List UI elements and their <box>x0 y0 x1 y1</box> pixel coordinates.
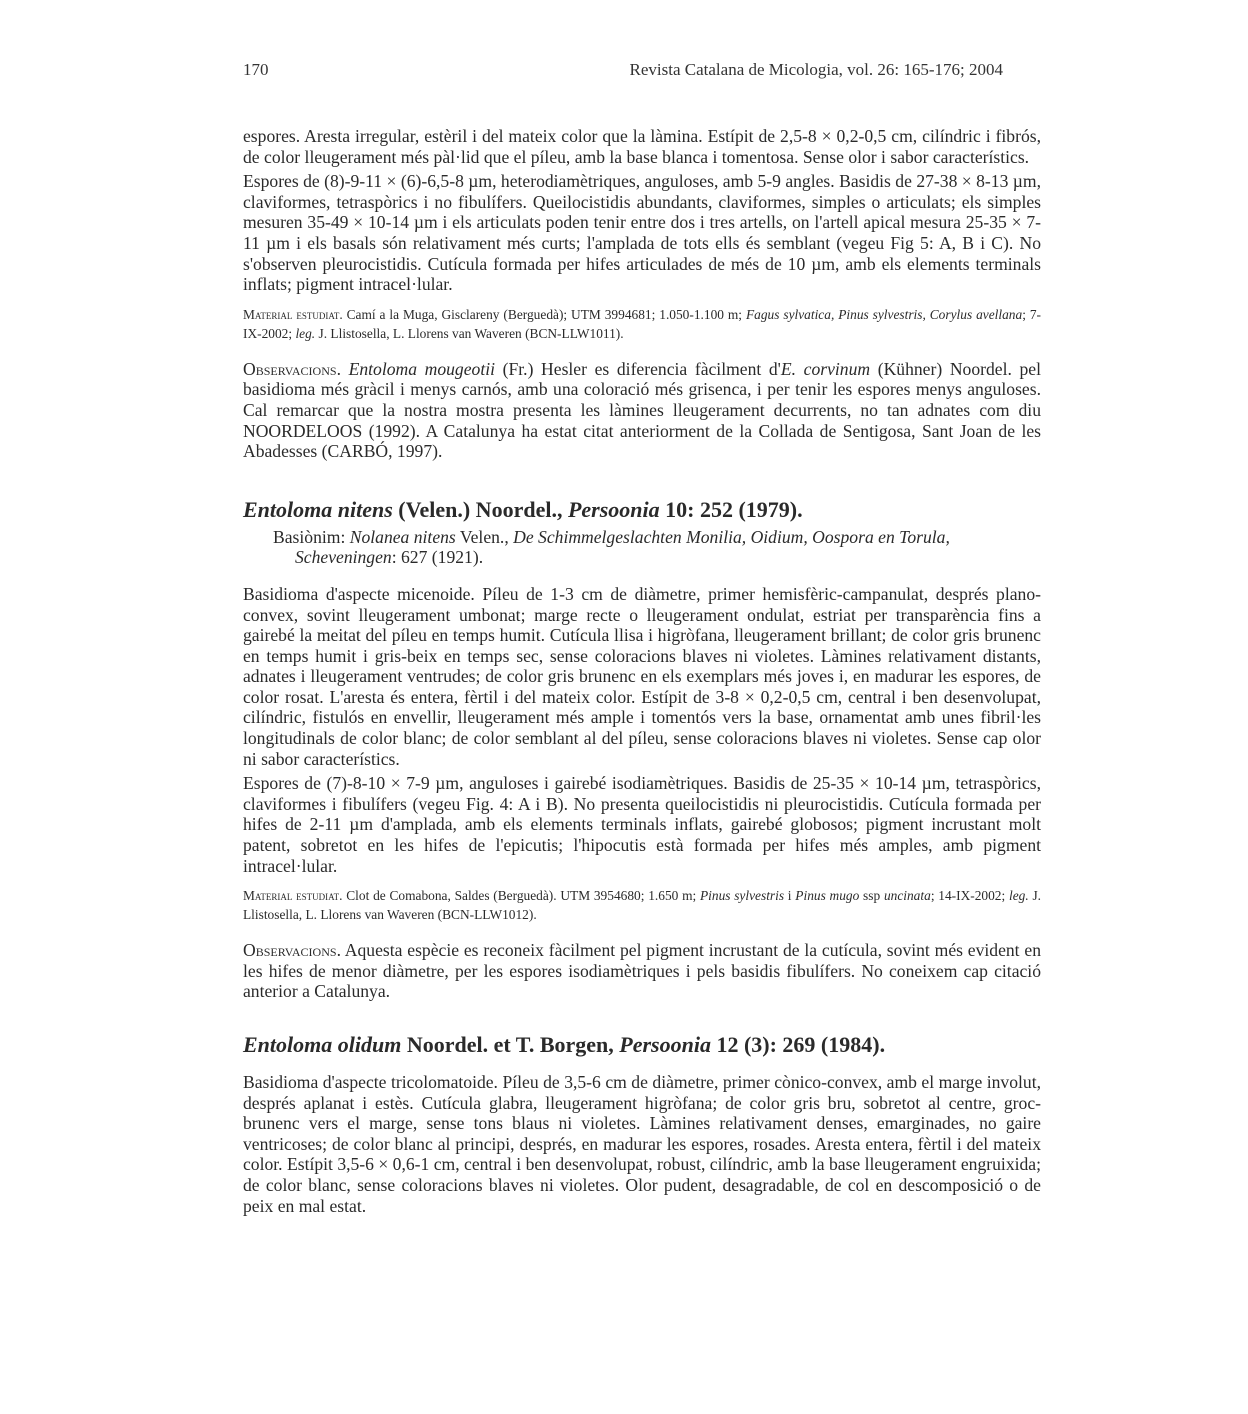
material-text: . Camí a la Muga, Gisclareny (Berguedà); UTM 3994681; 1.050-1.100 m; <box>339 306 746 322</box>
material-leg: leg. <box>295 325 316 341</box>
material-text: J. Llistosella, L. Llorens van Waveren (BCN-LLW1011). <box>315 325 624 341</box>
journal-page <box>243 60 1041 1216</box>
observations-text: (Fr.) Hesler es diferencia fàcilment d' <box>495 358 781 379</box>
basionym <box>273 527 1041 568</box>
species-ref: 12 (3): 269 (1984). <box>710 1032 886 1057</box>
species-title-olidum <box>243 1032 1041 1058</box>
material-label: Material estudiat <box>243 306 340 322</box>
olidum-description: Basidioma d'aspecte tricolomatoide. Píleu de 3,5-6 cm de diàmetre, primer cònico-convex, amb el marge involut, després aplanat i estès. Cutícula glabra, lleugerament higròfana; de color gris bru, sobretot al centre, groc-brunenc vers el marge, sense tons blaus ni violetes. Làmines relativament denses, emarginades, no gaire ventricoses; de color blanc al principi, després, en madurar les espores, rosades. Aresta entera, fèrtil i del mateix color. Estípit 3,5-6 × 0,6-1 cm, central i ben desenvolupat, robust, cilíndric, amb la base lleugerament engruixida; de color blanc, sense coloracions blaves ni violetes. Olor pudent, desagradable, de col en descomposició o de peix en mal estat. <box>243 1072 1041 1216</box>
nitens-description: Basidioma d'aspecte micenoide. Píleu de 1-3 cm de diàmetre, primer hemisfèric-campanulat, després plano-convex, sovint lleugerament umbonat; marge recte o lleugerament ondulat, estriat per transparència fins a gairebé la meitat del píleu en temps humit. Cutícula llisa i higròfana, lleugerament brillant; de color gris brunenc en temps humit i gris-beix en temps sec, sense coloracions blaves ni violetes. Làmines relativament distants, adnates i lleugerament ventrudes; de color gris brunenc en els exemplars més joves i, en madurar les espores, de color rosat. L'aresta és entera, fèrtil i del mateix color. Estípit de 3-8 × 0,2-0,5 cm, central i ben desenvolupat, cilíndric, fistulós en envellir, lleugerament més ample i tomentós vers la base, ornamentat amb unes fibril·les longitudinals de color blanc; de color semblant al del píleu, sense coloracions blaves ni violetes. Sense cap olor ni sabor característics. <box>243 583 1041 769</box>
intro-paragraph-1: espores. Aresta irregular, estèril i del mateix color que la làmina. Estípit de 2,5-8 × 0,2-0,5 cm, cilíndric i fibrós, de color lleugerament més pàl·lid que el píleu, amb la base blanca i tomentosa. Sense olor i sabor característics. <box>243 126 1041 167</box>
species-ref: Entoloma mougeotii <box>348 358 496 379</box>
material-text: i <box>784 888 796 904</box>
intro-material-studied <box>243 305 1041 343</box>
species-journal: Persoonia <box>567 496 660 522</box>
intro-paragraph-2: Espores de (8)-9-11 × (6)-6,5-8 µm, heterodiamètriques, anguloses, amb 5-9 angles. Basidis de 27-38 × 8-13 µm, claviformes, tetraspòrics i no fibulífers. Queilocistidis abundants, claviformes, simples o articulats; els simples mesuren 35-49 × 10-14 µm i els articulats poden tenir entre dos i tres artells, on l'artell apical mesura 25-35 × 7-11 µm i els basals són relativament més curts; l'amplada de tots ells és semblant (vegeu Fig 5: A, B i C). No s'observen pleurocistidis. Cutícula formada per hifes articulades de més de 10 µm, amb els elements terminals inflats; pigment intracel·lular. <box>243 171 1041 295</box>
species-author: (Velen.) Noordel., <box>392 496 568 522</box>
material-text: . Clot de Comabona, Saldes (Berguedà). UTM 3954680; 1.650 m; <box>339 888 700 904</box>
observations-text: . <box>336 358 349 379</box>
running-header <box>243 60 1041 86</box>
page-number: 170 <box>243 60 269 79</box>
species-ref: E. corvinum <box>780 358 871 379</box>
basionym-text: : 627 (1921). <box>391 547 484 568</box>
nitens-observations <box>243 940 1041 1002</box>
species-name: Entoloma nitens <box>243 496 393 522</box>
basionym-text: Velen., <box>455 526 514 547</box>
material-hosts: Fagus sylvatica, Pinus sylvestris, Corylus avellana <box>745 306 1023 322</box>
observations-label: Observacions <box>243 358 337 379</box>
basionym-label: Basiònim: <box>273 526 350 547</box>
species-title-nitens <box>243 497 1041 523</box>
nitens-material-studied <box>243 886 1041 924</box>
material-leg: leg. <box>1008 888 1029 904</box>
observations-text: . Aquesta espècie es reconeix fàcilment pel pigment incrustant de la cutícula, sovint més evident en les hifes de menor diàmetre, per les espores isodiamètriques i pels basidis fibulífers. No coneixem cap citació anterior a Catalunya. <box>243 940 1041 1002</box>
observations-label: Observacions <box>243 940 337 961</box>
observations-text: (Kühner) Noordel. pel basidioma més gràcil i menys carnós, amb una coloració més grisenca, i per tenir les espores menys anguloses. Cal remarcar que la nostra mostra presenta les làmines lleugerament decurrents, no tan adnates com diu NOORDELOOS (1992). A Catalunya ha estat citat anteriorment de la Collada de Sentigosa, Sant Joan de les Abadesses (CARBÓ, 1997). <box>243 358 1041 462</box>
intro-observations <box>243 359 1041 462</box>
material-host: Pinus mugo <box>795 888 860 904</box>
species-ref: 10: 252 (1979). <box>659 496 803 522</box>
basionym-name: Nolanea nitens <box>349 526 456 547</box>
material-text: ; 14-IX-2002; <box>930 888 1009 904</box>
material-host: Pinus sylvestris <box>699 888 785 904</box>
material-label: Material estudiat <box>243 888 340 904</box>
basionym-work: De Schimmelgeslachten Monilia, Oidium, Oospora en Torula, Scheveningen <box>295 526 950 568</box>
material-text: ; 7-IX-2002; <box>243 306 1042 341</box>
species-name: Entoloma olidum <box>243 1032 402 1057</box>
material-text: J. Llistosella, L. Llorens van Waveren (BCN-LLW1012). <box>243 888 1042 923</box>
nitens-microscopy: Espores de (7)-8-10 × 7-9 µm, anguloses i gairebé isodiamètriques. Basidis de 25-35 × 10-14 µm, tetraspòrics, claviformes i fibulífers (vegeu Fig. 4: A i B). No presenta queilocistidis ni pleurocistidis. Cutícula formada per hifes de 2-11 µm d'amplada, amb els elements terminals inflats, gairebé globosos; pigment incrustant molt patent, sobretot en les hifes de l'epicutis; l'hipocutis està formada per hifes més amples, amb pigment intracel·lular. <box>243 773 1041 876</box>
material-text: ssp <box>859 888 884 904</box>
material-host: uncinata <box>883 888 931 904</box>
species-journal: Persoonia <box>619 1032 711 1057</box>
journal-citation: Revista Catalana de Micologia, vol. 26: 165-176; 2004 <box>629 60 1003 79</box>
species-author: Noordel. et T. Borgen, <box>401 1032 620 1057</box>
